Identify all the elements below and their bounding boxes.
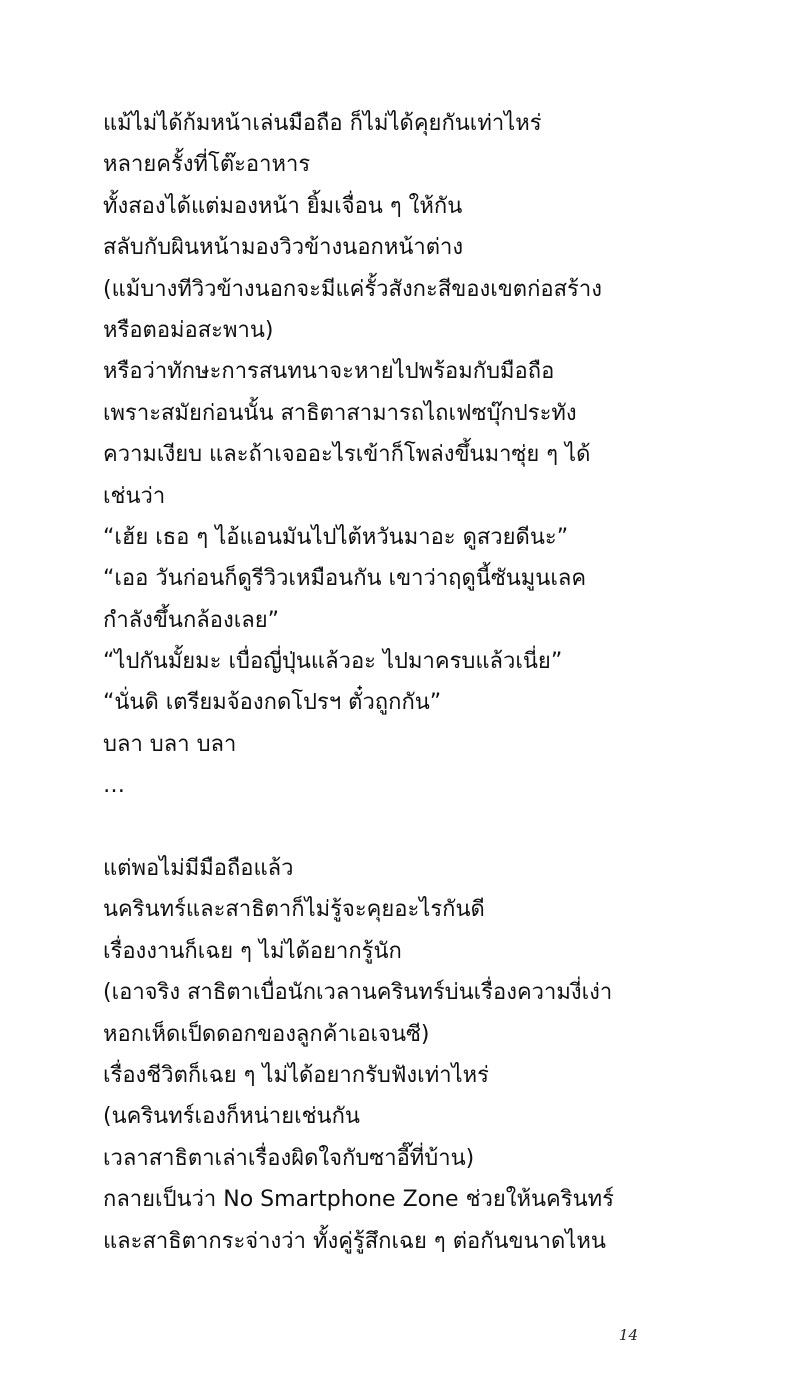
text-line: และสาธิตากระจ่างว่า ทั้งคู่รู้สึกเฉย ๆ ต่อกันขนาดไหน <box>103 1228 606 1254</box>
text-line: เวลาสาธิตาเล่าเรื่องผิดใจกับซาอี๊ที่บ้าน) <box>103 1145 475 1171</box>
body-text <box>103 103 663 1262</box>
text-line: เรื่องชีวิตก็เฉย ๆ ไม่ได้อยากรับฟังเท่าไหร่ <box>103 1062 489 1088</box>
text-line: (แม้บางทีวิวข้างนอกจะมีแค่รั้วสังกะสีของเขตก่อสร้าง <box>103 276 602 302</box>
paragraph-2 <box>103 848 663 1262</box>
text-line: กลายเป็นว่า No Smartphone Zone ช่วยให้นครินทร์ <box>103 1187 614 1213</box>
text-line: บลา บลา บลา <box>103 731 237 757</box>
dialogue-line: “นั่นดิ เตรียมจ้องกดโปรฯ ตั๋วถูกกัน” <box>103 690 442 716</box>
text-line: หลายครั้งที่โต๊ะอาหาร <box>103 152 311 178</box>
page-number: 14 <box>618 1326 638 1344</box>
text-line: แม้ไม่ได้ก้มหน้าเล่นมือถือ ก็ไม่ได้คุยกันเท่าไหร่ <box>103 111 542 136</box>
text-line: สลับกับผินหน้ามองวิวข้างนอกหน้าต่าง <box>103 235 464 261</box>
text-line: นครินทร์และสาธิตาก็ไม่รู้จะคุยอะไรกันดี <box>103 897 485 923</box>
text-line: เรื่องงานก็เฉย ๆ ไม่ได้อยากรู้นัก <box>103 938 402 964</box>
text-line: หรือว่าทักษะการสนทนาจะหายไปพร้อมกับมือถือ <box>103 359 555 385</box>
paragraph-1 <box>103 103 663 807</box>
text-line: เพราะสมัยก่อนนั้น สาธิตาสามารถไถเฟซบุ๊กประทัง <box>103 400 577 426</box>
paragraph-spacer <box>103 807 663 848</box>
ellipsis-line: … <box>103 773 125 799</box>
dialogue-line: “ไปกันมั้ยมะ เบื่อญี่ปุ่นแล้วอะ ไปมาครบแล้วเนี่ย” <box>103 649 563 675</box>
dialogue-line: “เฮ้ย เธอ ๆ ไอ้แอนมันไปไต้หวันมาอะ ดูสวยดีนะ” <box>103 524 569 550</box>
text-line: เช่นว่า <box>103 483 166 509</box>
text-line: ทั้งสองได้แต่มองหน้า ยิ้มเจื่อน ๆ ให้กัน <box>103 193 463 219</box>
dialogue-line: กำลังขึ้นกล้องเลย” <box>103 607 280 633</box>
text-line: แต่พอไม่มีมือถือแล้ว <box>103 856 294 882</box>
text-line: หอกเห็ดเป็ดดอกของลูกค้าเอเจนซี) <box>103 1021 430 1047</box>
dialogue-line: “เออ วันก่อนก็ดูรีวิวเหมือนกัน เขาว่าฤดูนี้ซันมูนเลค <box>103 566 587 592</box>
text-line: (เอาจริง สาธิตาเบื่อนักเวลานครินทร์บ่นเรื่องความงี่เง่า <box>103 980 613 1006</box>
text-line: หรือตอม่อสะพาน) <box>103 317 274 343</box>
text-line: (นครินทร์เองก็หน่ายเช่นกัน <box>103 1104 360 1130</box>
text-line: ความเงียบ และถ้าเจออะไรเข้าก็โพล่งขึ้นมาซุ่ย ๆ ได้ <box>103 442 591 468</box>
